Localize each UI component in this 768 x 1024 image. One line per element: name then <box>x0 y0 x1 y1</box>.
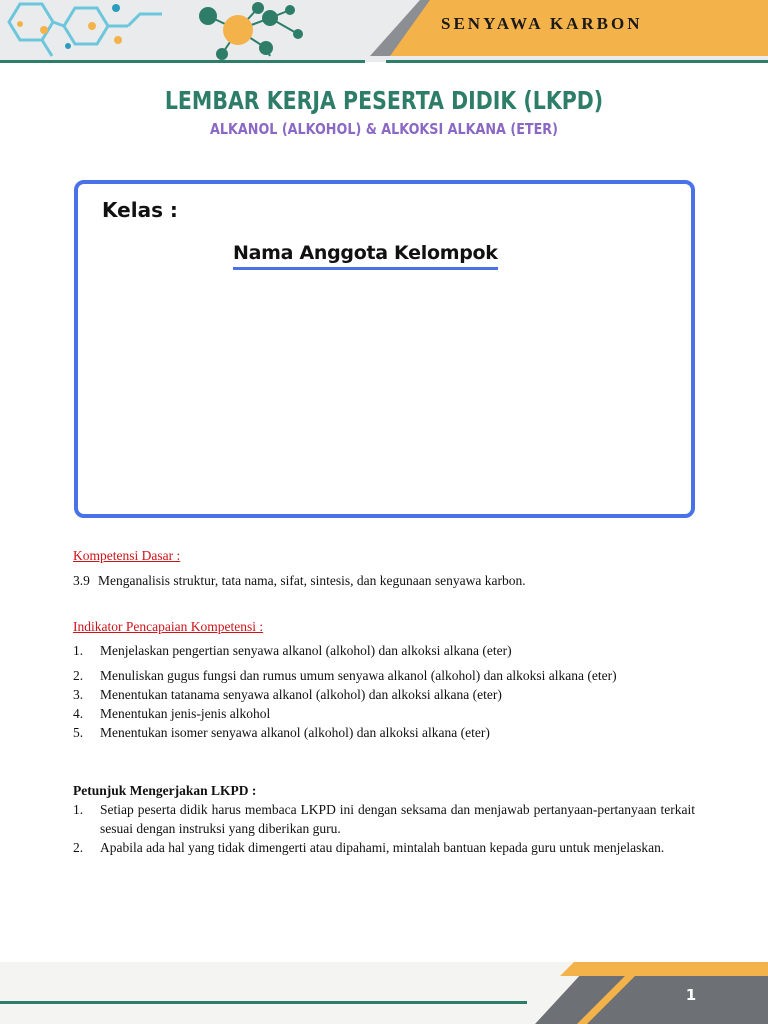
kompetensi-dasar-section <box>73 546 695 590</box>
list-item <box>73 723 695 742</box>
list-item-text: Menentukan jenis-jenis alkohol <box>100 706 271 721</box>
list-item-text: Setiap peserta didik harus membaca LKPD ini dengan seksama dan menjawab pertanyaan-pertanyaan terkait sesuai dengan instruksi yang diberikan guru. <box>100 802 695 836</box>
list-item-text: Menuliskan gugus fungsi dan rumus umum senyawa alkanol (alkohol) dan alkoksi alkana (eter) <box>100 668 617 683</box>
page-title: LEMBAR KERJA PESERTA DIDIK (LKPD) <box>164 86 604 115</box>
header-banner-title: SENYAWA KARBON <box>441 14 643 33</box>
header-divider-left <box>0 60 365 63</box>
list-item-number: 2. <box>73 840 84 855</box>
list-item <box>73 704 695 723</box>
list-item <box>73 641 695 660</box>
page-number: 1 <box>685 986 697 1004</box>
indikator-section <box>73 617 695 742</box>
list-item-number: 5. <box>73 725 84 740</box>
indikator-heading: Indikator Pencapaian Kompetensi : <box>73 619 264 634</box>
list-item-text: Apabila ada hal yang tidak dimengerti atau dipahami, mintalah bantuan kepada guru untuk menjelaskan. <box>100 840 665 855</box>
kompetensi-dasar-item <box>73 571 695 590</box>
list-item-number: 3. <box>73 687 84 702</box>
page-subtitle: ALKANOL (ALKOHOL) & ALKOKSI ALKANA (ETER) <box>210 120 558 138</box>
list-item <box>73 666 695 685</box>
list-item <box>73 838 695 857</box>
footer-divider <box>0 1001 527 1004</box>
list-item <box>73 685 695 704</box>
list-item <box>73 800 695 838</box>
molecule-decoration-icon <box>0 0 340 62</box>
list-item-number: 1. <box>73 802 84 817</box>
kelas-label: Kelas : <box>102 198 178 222</box>
petunjuk-heading: Petunjuk Mengerjakan LKPD : <box>73 783 257 798</box>
footer-accent <box>560 962 768 976</box>
kompetensi-text: Menganalisis struktur, tata nama, sifat, sintesis, dan kegunaan senyawa karbon. <box>98 573 526 588</box>
list-item-number: 4. <box>73 706 84 721</box>
list-item-text: Menentukan tatanama senyawa alkanol (alkohol) dan alkoksi alkana (eter) <box>100 687 502 702</box>
kompetensi-number: 3.9 <box>73 573 90 588</box>
list-item-number: 2. <box>73 668 84 683</box>
kompetensi-dasar-heading: Kompetensi Dasar : <box>73 548 181 563</box>
petunjuk-section <box>73 781 695 857</box>
list-item-number: 1. <box>73 643 84 658</box>
list-item-text: Menjelaskan pengertian senyawa alkanol (alkohol) dan alkoksi alkana (eter) <box>100 643 512 658</box>
group-identity-box <box>74 180 695 518</box>
header-divider-right <box>386 60 768 63</box>
page-header <box>0 0 768 62</box>
list-item-text: Menentukan isomer senyawa alkanol (alkohol) dan alkoksi alkana (eter) <box>100 725 490 740</box>
group-members-label: Nama Anggota Kelompok <box>233 242 498 270</box>
